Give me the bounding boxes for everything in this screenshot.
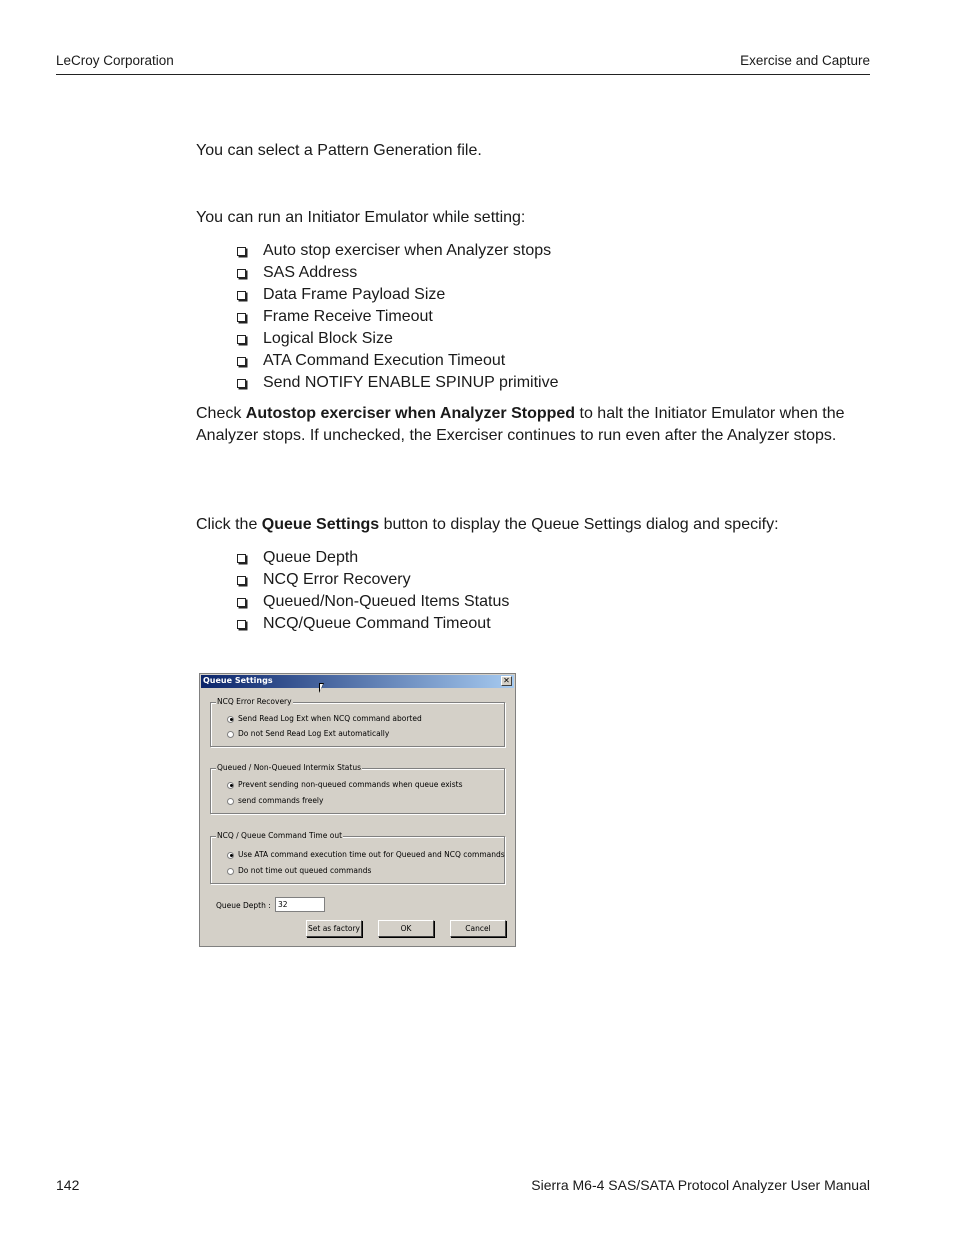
- checkbox-bullet-icon: [237, 269, 246, 278]
- list-item: Frame Receive Timeout: [236, 306, 559, 328]
- checkbox-bullet-icon: [237, 313, 246, 322]
- paragraph-autostop: Check Autostop exerciser when Analyzer Stopped to halt the Initiator Emulator when the Analyzer stops. If unchecked, the Exerciser continues to run even after the Analyzer stops.: [196, 405, 845, 444]
- radio-selected-icon: [227, 716, 234, 723]
- ncq-error-recovery-group: [210, 697, 505, 747]
- paragraph-initiator-emulator: You can run an Initiator Emulator while setting:: [196, 209, 526, 226]
- group-legend: NCQ / Queue Command Time out: [217, 831, 343, 840]
- list-item: Auto stop exerciser when Analyzer stops: [236, 240, 559, 262]
- running-header-right: Exercise and Capture: [740, 53, 870, 68]
- list-item: NCQ/Queue Command Timeout: [236, 613, 509, 635]
- intermix-status-group: [210, 763, 505, 814]
- checkbox-bullet-icon: [237, 598, 246, 607]
- close-icon[interactable]: ✕: [501, 676, 512, 686]
- queue-depth-input[interactable]: 32: [275, 897, 325, 912]
- list-item: Logical Block Size: [236, 328, 559, 350]
- checkbox-bullet-icon: [237, 247, 246, 256]
- dialog-titlebar[interactable]: [201, 675, 514, 688]
- checkbox-bullet-icon: [237, 620, 246, 629]
- checkbox-bullet-icon: [237, 554, 246, 563]
- radio-no-read-log-ext[interactable]: Do not Send Read Log Ext automatically: [227, 729, 389, 738]
- queue-settings-list: [236, 547, 509, 635]
- dialog-title: Queue Settings: [203, 676, 273, 685]
- radio-unselected-icon: [227, 798, 234, 805]
- running-header-left: LeCroy Corporation: [56, 53, 174, 68]
- list-item: Send NOTIFY ENABLE SPINUP primitive: [236, 372, 559, 394]
- checkbox-bullet-icon: [237, 576, 246, 585]
- radio-unselected-icon: [227, 731, 234, 738]
- running-footer-title: Sierra M6-4 SAS/SATA Protocol Analyzer User Manual: [531, 1177, 870, 1193]
- cancel-button[interactable]: Cancel: [450, 920, 506, 937]
- group-legend: Queued / Non-Queued Intermix Status: [217, 763, 361, 772]
- list-item: SAS Address: [236, 262, 559, 284]
- queue-depth-label: Queue Depth :: [216, 901, 271, 910]
- radio-selected-icon: [227, 852, 234, 859]
- list-item: NCQ Error Recovery: [236, 569, 509, 591]
- radio-send-read-log-ext[interactable]: Send Read Log Ext when NCQ command aborted: [227, 714, 422, 723]
- mouse-cursor-icon: [319, 683, 324, 693]
- radio-prevent-non-queued[interactable]: Prevent sending non-queued commands when queue exists: [227, 780, 463, 789]
- paragraph-queue-settings: Click the Queue Settings button to display the Queue Settings dialog and specify:: [196, 516, 779, 533]
- list-item: Data Frame Payload Size: [236, 284, 559, 306]
- ok-button[interactable]: OK: [378, 920, 434, 937]
- radio-no-timeout[interactable]: Do not time out queued commands: [227, 866, 371, 875]
- command-timeout-group: [210, 831, 505, 884]
- checkbox-bullet-icon: [237, 357, 246, 366]
- queue-settings-dialog: [199, 673, 516, 947]
- page-number: 142: [56, 1177, 80, 1193]
- list-item: Queued/Non-Queued Items Status: [236, 591, 509, 613]
- initiator-settings-list: [236, 240, 559, 394]
- radio-send-freely[interactable]: send commands freely: [227, 796, 323, 805]
- list-item: ATA Command Execution Timeout: [236, 350, 559, 372]
- checkbox-bullet-icon: [237, 291, 246, 300]
- group-legend: NCQ Error Recovery: [217, 697, 292, 706]
- header-divider: [56, 74, 870, 75]
- checkbox-bullet-icon: [237, 379, 246, 388]
- set-as-factory-button[interactable]: Set as factory: [306, 920, 362, 937]
- radio-selected-icon: [227, 782, 234, 789]
- paragraph-pattern-generation: You can select a Pattern Generation file.: [196, 142, 482, 159]
- checkbox-bullet-icon: [237, 335, 246, 344]
- radio-unselected-icon: [227, 868, 234, 875]
- list-item: Queue Depth: [236, 547, 509, 569]
- radio-use-ata-timeout[interactable]: Use ATA command execution time out for Queued and NCQ commands: [227, 850, 505, 859]
